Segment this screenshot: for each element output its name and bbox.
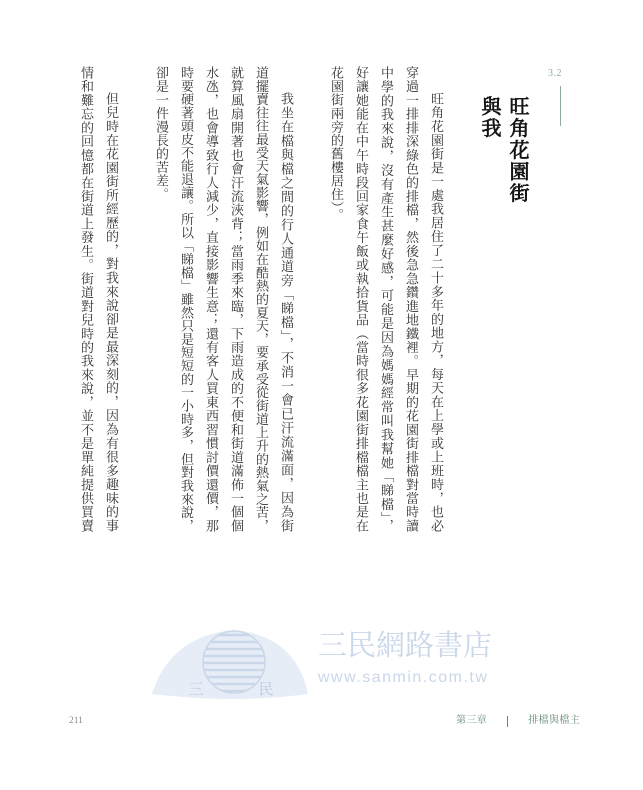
page-number: 211 — [69, 716, 83, 726]
text-line: 時要硬著頭皮不能退讓。所以「睇檔」雖然只是短短的一小時多，但對我來說， — [178, 66, 193, 532]
text-line: 旺角花園街是一處我居住了二十多年的地方，每天在上學或上班時，也必 — [428, 92, 443, 532]
text-line: 就算風扇開著也會汗流浹背；當雨季來臨，下雨造成的不便和街道滿佈一個個 — [228, 66, 243, 532]
footer-chapter: 第三章 — [456, 715, 488, 726]
watermark-website: www.sanmin.com.tw — [318, 669, 489, 686]
watermark-name: 三民網路書店 — [318, 628, 493, 662]
footer-divider — [507, 716, 508, 727]
title-line: 與我 — [478, 96, 502, 140]
section-title — [476, 96, 532, 204]
text-line: 水氹，也會導致行人減少，直接影響生意；還有客人買東西習慣討價還價，那 — [203, 66, 218, 532]
section-rule — [560, 86, 561, 126]
sanmin-logo-icon — [148, 628, 312, 702]
text-line: 中學的我來說，沒有產生甚麼好感，可能是因為媽媽經常叫我幫她「睇檔」， — [378, 66, 393, 532]
text-line: 但兒時在花園街所經歷的，對我來說卻是最深刻的，因為有很多趣味的事 — [103, 92, 118, 532]
section-number: 3.2 — [548, 68, 562, 79]
title-line: 旺角花園街 — [506, 96, 530, 204]
text-line: 道擺賣往往最受天氣影響，例如在酷熱的夏天，要承受從街道上升的熱氣之苦， — [253, 66, 268, 532]
text-line: 我坐在檔與檔之間的行人通道旁「睇檔」，不消一會已汗流滿面，因為街 — [278, 92, 293, 532]
paragraph — [73, 66, 123, 532]
text-line: 穿過一排排深綠色的排檔，然後急急鑽進地鐵裡。早期的花園街排檔對當時讀 — [403, 66, 418, 532]
logo-shape — [152, 630, 308, 699]
logo-char: 三 — [188, 680, 204, 698]
paragraph — [323, 66, 448, 532]
logo-char: 民 — [258, 680, 274, 698]
running-footer — [456, 715, 580, 727]
text-line: 情和難忘的回憶都在街道上發生。街道對兒時的我來說，並不是單純提供買賣 — [78, 66, 93, 532]
body-text — [73, 66, 448, 532]
text-line: 卻是一件漫長的苦差。 — [153, 66, 168, 201]
text-line: 花園街兩旁的舊樓居住）。 — [328, 66, 343, 222]
footer-chapter-title: 排檔與檔主 — [528, 715, 581, 726]
text-line: 好讓她能在中午時段回家食午飯或執拾貨品（當時很多花園街排檔檔主也是在 — [353, 66, 368, 532]
paragraph — [148, 66, 298, 532]
